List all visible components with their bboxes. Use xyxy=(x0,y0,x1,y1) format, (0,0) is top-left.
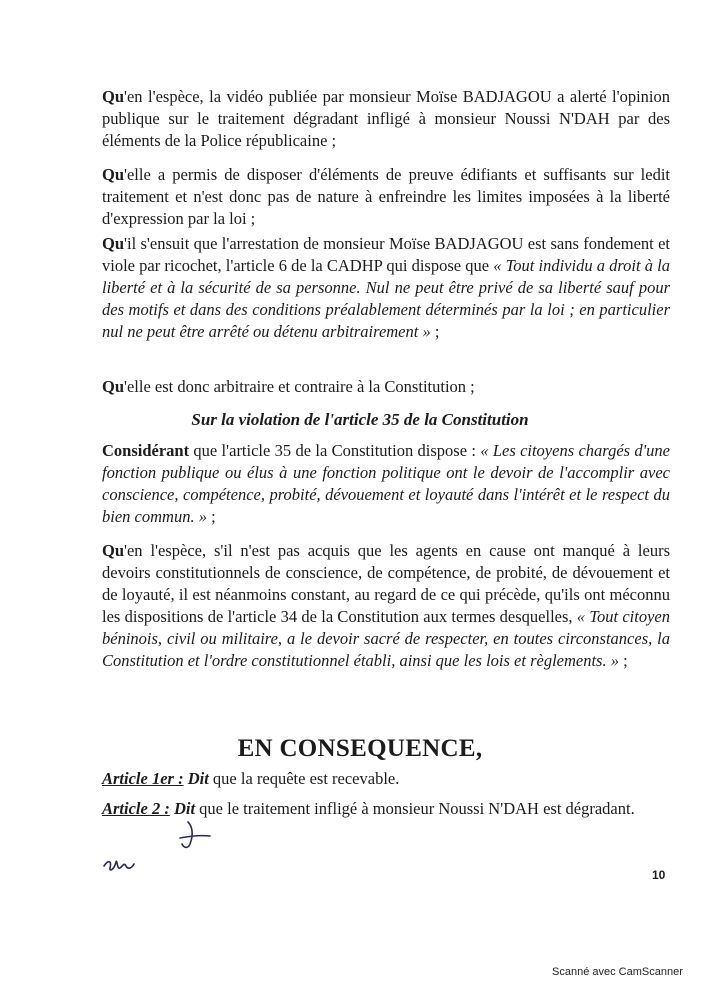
article-text: que le traitement infligé à monsieur Noussi N'DAH est dégradant. xyxy=(195,799,635,818)
paragraph-lead: Qu xyxy=(102,87,125,106)
article-label: Article 1er : xyxy=(102,769,184,788)
considerant-lead: Considérant xyxy=(102,441,190,460)
paragraph-5 xyxy=(102,540,670,672)
section-subheading: Sur la violation de l'article 35 de la Constitution xyxy=(191,410,529,429)
paragraph-lead: Qu xyxy=(102,541,125,560)
article-label: Article 2 : xyxy=(102,799,170,818)
article-verb: Dit xyxy=(173,799,196,818)
considerant-paragraph xyxy=(102,440,670,528)
page-number: 10 xyxy=(652,868,666,882)
considerant-text: que l'article 35 de la Constitution dispose : xyxy=(189,441,481,460)
cadhp-quote: « Tout individu a droit à la liberté et à la sécurité de sa personne. Nul ne peut être privé de sa liberté sauf pour des motifs et dans des conditions préalablement déterminés par la loi ; en particulier nul ne peut être arrêté ou détenu arbitrairement » xyxy=(102,256,670,341)
article35-quote: « Les citoyens chargés d'une fonction publique ou élus à une fonction politique ont le devoir de l'accomplir avec conscience, compétence, probité, dévouement et loyauté dans l'intérêt et le respect du bien commun. » xyxy=(102,441,670,526)
handwritten-initials-mark xyxy=(100,848,138,874)
paragraph-text: 'elle est donc arbitraire et contraire à la Constitution ; xyxy=(124,377,475,396)
paragraph-text: 'en l'espèce, s'il n'est pas acquis que les agents en cause ont manqué à leurs devoirs constitutionnels de conscience, de compétence, de probité, de dévouement et de loyauté, il est néanmoins constant, au regard de ce qui précède, qu'ils ont méconnu les dispositions de l'article 34 de la Constitution aux termes desquelles, xyxy=(102,541,670,626)
article34-quote: « Tout citoyen béninois, civil ou militaire, a le devoir sacré de respecter, en toutes circonstances, la Constitution et l'ordre constitutionnel établi, ainsi que les lois et règlements. » xyxy=(102,607,670,670)
paragraph-text: 'il s'ensuit que l'arrestation de monsieur Moïse BADJAGOU est sans fondement et viole par ricochet, l'article 6 de la CADHP qui dispose que xyxy=(102,234,670,275)
scanner-footer: Scanné avec CamScanner xyxy=(552,966,683,978)
paragraph-lead: Qu xyxy=(102,234,125,253)
article-1 xyxy=(102,768,670,790)
initials-signature-mark xyxy=(176,816,216,856)
paragraph-text: 'elle a permis de disposer d'éléments de preuve édifiants et suffisants sur ledit traitement et n'est donc pas de nature à enfreindre les limites imposées à la liberté d'expression par la loi ; xyxy=(102,165,670,228)
paragraph-3 xyxy=(102,233,670,343)
article-text: que la requête est recevable. xyxy=(208,769,400,788)
paragraph-lead: Qu xyxy=(102,377,125,396)
paragraph-tail: ; xyxy=(618,651,628,670)
considerant-tail: ; xyxy=(206,507,216,526)
paragraph-1 xyxy=(102,86,670,152)
paragraph-2 xyxy=(102,164,670,230)
main-heading: EN CONSEQUENCE, xyxy=(237,735,483,762)
paragraph-text: 'en l'espèce, la vidéo publiée par monsieur Moïse BADJAGOU a alerté l'opinion publique sur le traitement dégradant infligé à monsieur Noussi N'DAH par des éléments de la Police républicaine ; xyxy=(102,87,670,150)
article-verb: Dit xyxy=(187,769,209,788)
paragraph-lead: Qu xyxy=(102,165,125,184)
paragraph-tail: ; xyxy=(430,322,440,341)
paragraph-4 xyxy=(102,376,670,398)
